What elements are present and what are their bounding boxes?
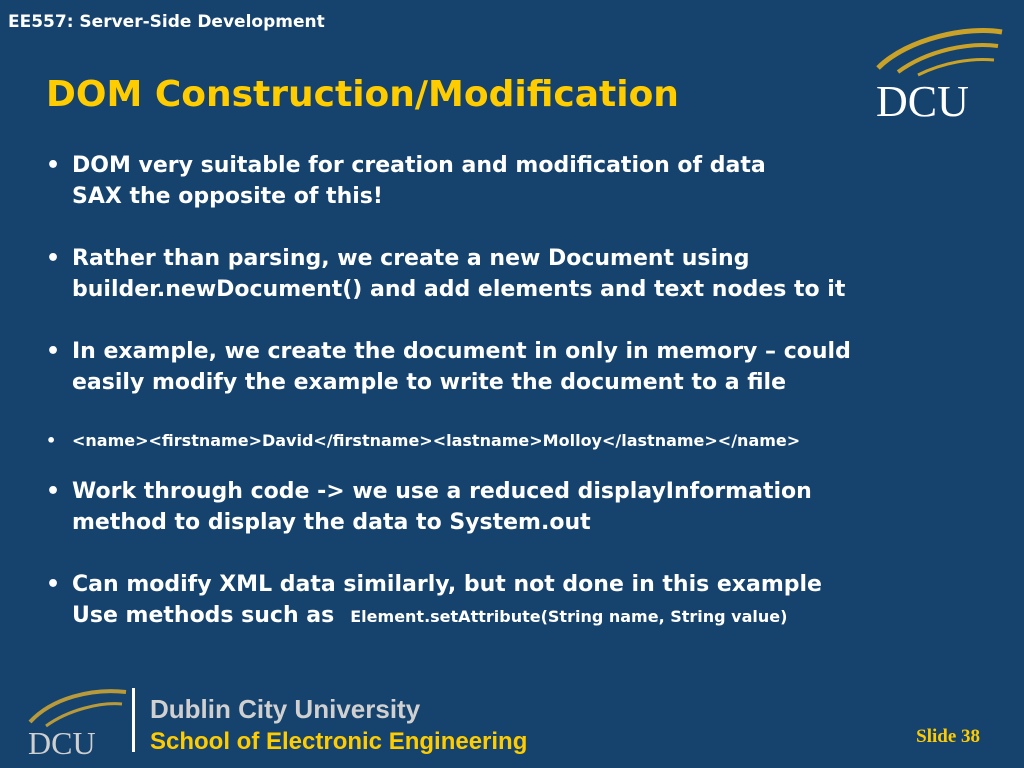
bullet-line-text: Use methods such as — [72, 603, 335, 628]
bullet-item — [46, 425, 800, 456]
bullet-item — [46, 336, 851, 398]
university-name: Dublin City University — [150, 694, 421, 724]
bullet-line: In example, we create the document in only in memory – could — [72, 339, 851, 364]
bullet-dot: • — [46, 153, 61, 178]
bullet-dot: • — [46, 572, 61, 597]
bullet-line: DOM very suitable for creation and modification of data — [72, 153, 766, 178]
bullet-line: easily modify the example to write the document to a file — [72, 370, 787, 395]
slide-title: DOM Construction/Modification — [46, 74, 679, 115]
bullet-line: Rather than parsing, we create a new Document using — [72, 246, 750, 271]
bullet-dot: • — [46, 479, 61, 504]
slide-number: Slide 38 — [916, 726, 980, 747]
bullet-item — [46, 476, 812, 538]
bullet-line: method to display the data to System.out — [72, 510, 591, 535]
xml-example-line: <name><firstname>David</firstname><lastname>Molloy</lastname></name> — [72, 431, 801, 450]
bullet-line: Work through code -> we use a reduced displayInformation — [72, 479, 812, 504]
bullet-line: builder.newDocument() and add elements and text nodes to it — [72, 277, 846, 302]
logo-text: DCU — [876, 77, 969, 126]
course-title: EE557: Server-Side Development — [8, 12, 325, 32]
footer-divider — [132, 688, 135, 752]
school-name: School of Electronic Engineering — [150, 728, 528, 755]
method-signature: Element.setAttribute(String name, String value) — [350, 607, 788, 626]
bullet-dot: • — [46, 246, 61, 271]
bullet-dot: • — [46, 339, 61, 364]
footer-dcu-logo — [22, 682, 132, 762]
bullet-item — [46, 150, 766, 212]
bullet-item — [46, 569, 822, 632]
bullet-line: Can modify XML data similarly, but not done in this example — [72, 572, 822, 597]
bullet-dot: • — [46, 431, 57, 450]
dcu-logo — [858, 20, 1008, 130]
bullet-line — [72, 600, 822, 632]
bullet-item — [46, 243, 845, 305]
footer-logo-text: DCU — [28, 725, 96, 761]
bullet-line: SAX the opposite of this! — [72, 184, 383, 209]
